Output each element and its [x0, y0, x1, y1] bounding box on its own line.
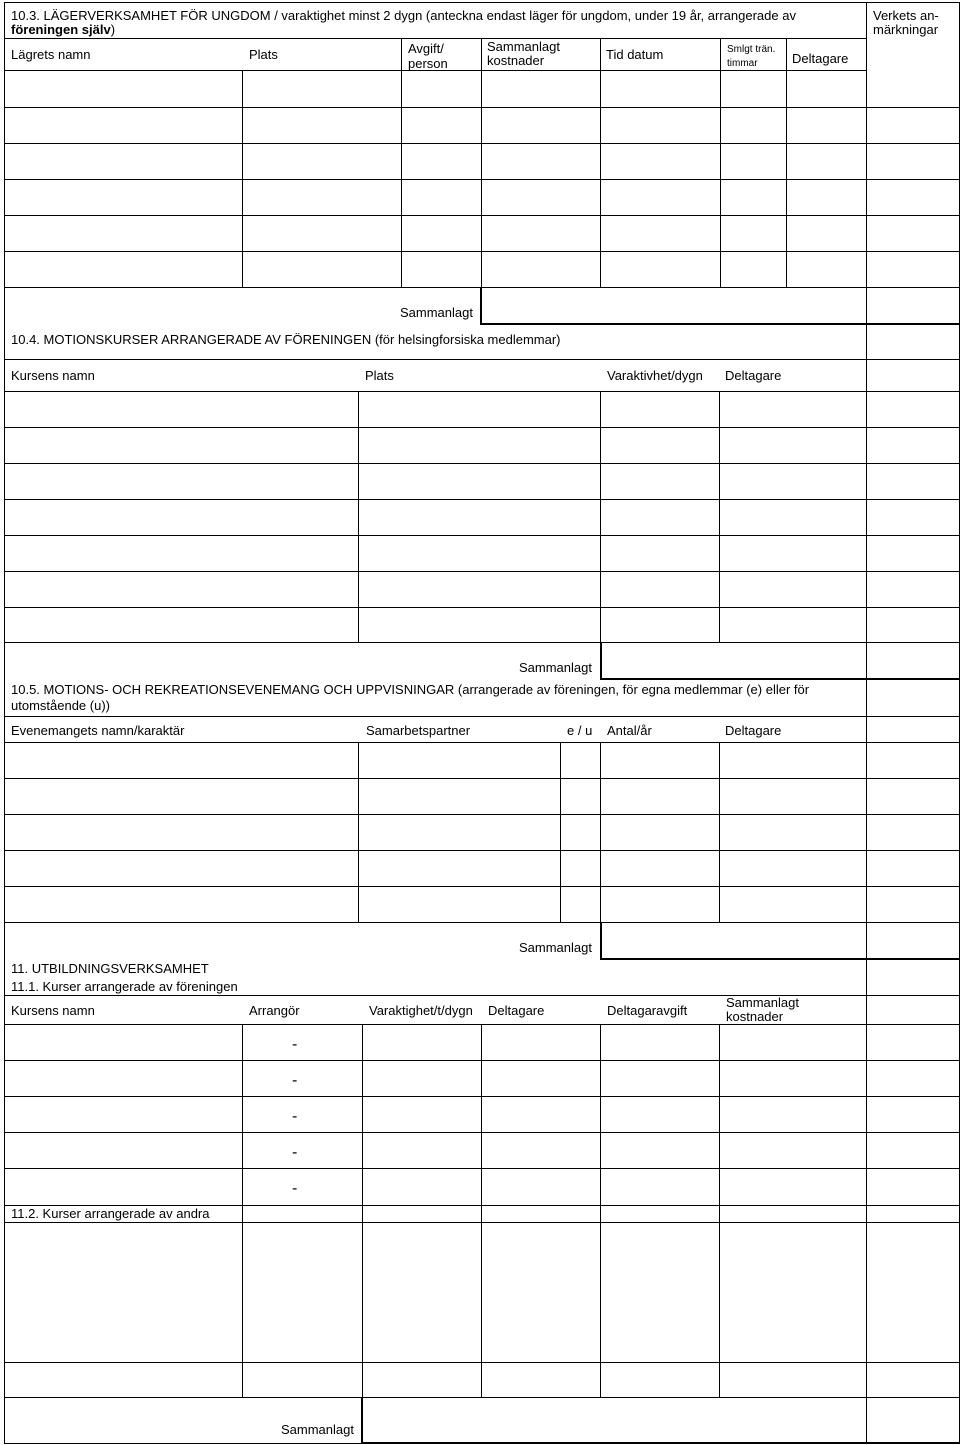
s105-col-antal: Antal/år — [607, 723, 652, 738]
s103-title-end: ) — [110, 22, 116, 37]
s105-row-line — [4, 922, 959, 923]
s104-row-line — [4, 642, 959, 643]
s105-total-box-bottom — [600, 958, 960, 960]
s11-col-kursens-namn: Kursens namn — [11, 1003, 95, 1018]
s104-col-deltagare: Deltagare — [725, 368, 782, 383]
s104-row-line — [4, 535, 959, 536]
s104-total-label: Sammanlagt — [519, 660, 592, 675]
s11-grid-v4 — [600, 1024, 601, 1397]
s103-col-sammanlagt-line1: Sammanlagt — [487, 39, 560, 54]
s11-dash: - — [292, 1180, 298, 1197]
s11-row-line — [4, 1060, 959, 1061]
s105-grid-v1 — [358, 742, 359, 922]
s104-grid-v2 — [600, 391, 601, 642]
s11-row-line — [4, 1132, 959, 1133]
verkets-anmarkningar-line2: märkningar — [873, 22, 939, 37]
s11-total-box-bottom — [361, 1442, 960, 1444]
s11-title: 11. UTBILDNINGSVERKSAMHET — [11, 961, 209, 976]
s105-col-samarbetspartner: Samarbetspartner — [366, 723, 471, 738]
s103-col-smlgt-line2: timmar — [727, 58, 758, 69]
s104-row-line — [4, 571, 959, 572]
s11-col-sammanlagt-line2: kostnader — [726, 1009, 784, 1024]
s105-grid-v2 — [560, 742, 561, 922]
s105-col-evenemang: Evenemangets namn/karaktär — [11, 723, 185, 738]
s103-grid-v5 — [720, 38, 721, 287]
s105-grid-v3 — [600, 742, 601, 922]
right-column-divider — [866, 2, 867, 1444]
s103-row-line — [4, 251, 959, 252]
s103-title-line1: 10.3. LÄGERVERKSAMHET FÖR UNGDOM / varaktighet minst 2 dygn (anteckna endast läger för ungdom, under 19 år, arrangerade av — [11, 8, 796, 23]
s11-row-line — [4, 1362, 959, 1363]
s103-row-line — [4, 179, 959, 180]
s11-header-top-line — [4, 995, 959, 996]
s11-dash: - — [292, 1072, 298, 1089]
s103-col-avgift-line2: person — [408, 56, 448, 71]
s11-total-label: Sammanlagt — [281, 1422, 354, 1437]
s104-header-top-line — [4, 359, 959, 360]
s11-dash: - — [292, 1108, 298, 1125]
s11-sub2-title: 11.2. Kurser arrangerade av andra — [11, 1206, 210, 1221]
s11-dash: - — [292, 1036, 298, 1053]
s11-grid-v2 — [362, 1024, 363, 1444]
s11-row-line — [4, 1168, 959, 1169]
s11-dash: - — [292, 1144, 298, 1161]
s103-total-box-bottom — [480, 323, 960, 325]
s105-row-line — [4, 886, 959, 887]
s104-row-line — [4, 463, 959, 464]
s103-grid-v4 — [600, 38, 601, 287]
s11-col-deltagaravgift: Deltagaravgift — [607, 1003, 688, 1018]
s104-title: 10.4. MOTIONSKURSER ARRANGERADE AV FÖRENINGEN (för helsingforsiska medlemmar) — [11, 332, 561, 347]
s105-total-box-left — [600, 922, 602, 960]
s103-col-avgift-line1: Avgift/ — [408, 41, 444, 56]
s105-row-line — [4, 850, 959, 851]
s103-col-tid-datum: Tid datum — [606, 47, 664, 62]
s104-row-line — [4, 499, 959, 500]
s103-col-deltagare: Deltagare — [792, 51, 849, 66]
s103-row-line — [4, 70, 866, 71]
s103-title-bold: föreningen själv — [11, 22, 111, 37]
s11-col-varaktighet: Varaktighet/t/dygn — [369, 1003, 473, 1018]
s105-grid-v4 — [719, 742, 720, 922]
s11-row-line — [4, 1397, 959, 1398]
s105-row-line — [4, 742, 959, 743]
s103-col-smlgt-line1: Smlgt trän. — [727, 44, 776, 55]
s103-total-label: Sammanlagt — [400, 305, 473, 320]
page-top-border — [4, 2, 960, 3]
s104-grid-v1 — [358, 391, 359, 642]
s103-grid-v3 — [481, 38, 482, 287]
s105-total-label: Sammanlagt — [519, 940, 592, 955]
s11-row-line — [4, 1222, 959, 1223]
s11-col-deltagare: Deltagare — [488, 1003, 545, 1018]
s103-grid-v6 — [786, 38, 787, 287]
s105-col-deltagare: Deltagare — [725, 723, 782, 738]
s104-row-line — [4, 427, 959, 428]
s103-title-line2 — [11, 23, 115, 37]
s104-row-line — [4, 391, 959, 392]
s105-col-eu: e / u — [567, 723, 593, 738]
s104-total-box-left — [600, 642, 602, 680]
s11-grid-v1 — [242, 1024, 243, 1397]
s105-header-top-line — [4, 716, 959, 717]
s104-grid-v3 — [719, 391, 720, 642]
s11-row-line — [4, 1096, 959, 1097]
s103-row-line — [4, 143, 959, 144]
s11-col-sammanlagt-line1: Sammanlagt — [726, 995, 799, 1010]
s11-col-arrangor: Arrangör — [249, 1003, 300, 1018]
s103-total-box-left — [480, 287, 482, 325]
s104-col-varaktivhet: Varaktivhet/dygn — [607, 368, 703, 383]
s103-grid-v2 — [401, 38, 402, 287]
s104-total-box-bottom — [600, 678, 960, 680]
s11-total-box-left — [361, 1397, 363, 1444]
s105-title-line1: 10.5. MOTIONS- OCH REKREATIONSEVENEMANG OCH UPPVISNINGAR (arrangerade av föreningen, för egna medlemmar (e) eller för — [11, 682, 810, 697]
s105-row-line — [4, 814, 959, 815]
s105-title-line2: utomstående (u)) — [11, 698, 110, 713]
s11-grid-v5 — [719, 1024, 720, 1397]
s11-sub1-title: 11.1. Kurser arrangerade av föreningen — [11, 979, 238, 994]
s104-col-plats: Plats — [365, 368, 394, 383]
verkets-anmarkningar-line1: Verkets an- — [873, 8, 939, 23]
s103-col-plats: Plats — [249, 47, 278, 62]
s103-header-top-line — [4, 38, 866, 39]
s11-row-line — [4, 1024, 959, 1025]
s104-col-kursens-namn: Kursens namn — [11, 368, 95, 383]
s105-row-line — [4, 778, 959, 779]
s103-row-line — [4, 107, 959, 108]
s103-row-line — [4, 215, 959, 216]
s11-grid-v3 — [481, 1024, 482, 1397]
s103-col-lagrets-namn: Lägrets namn — [11, 47, 91, 62]
s103-col-sammanlagt-line2: kostnader — [487, 53, 545, 68]
page-left-border — [4, 2, 5, 1444]
s104-row-line — [4, 607, 959, 608]
